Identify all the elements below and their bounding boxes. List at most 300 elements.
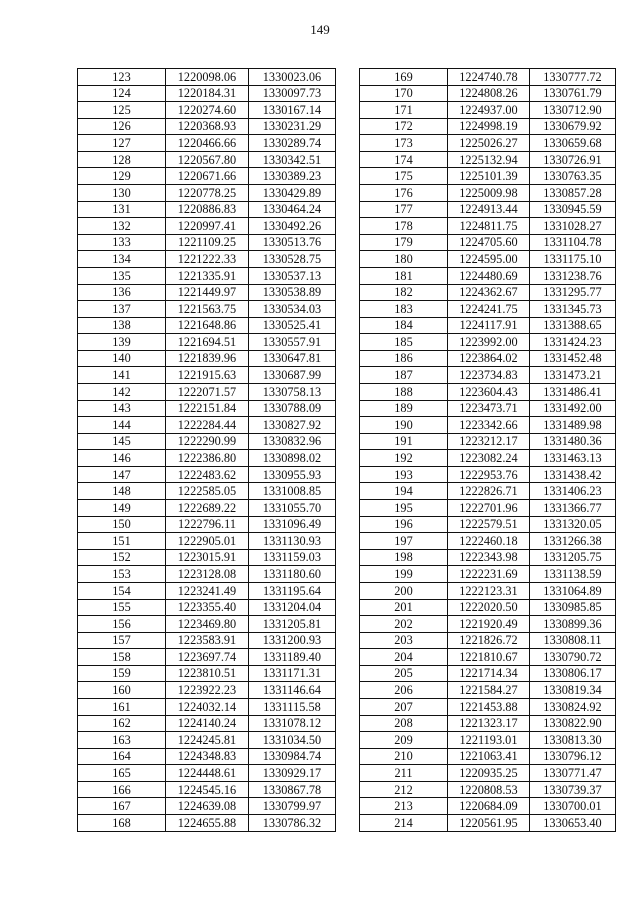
point-number-cell: 142	[78, 383, 166, 400]
y-coordinate-cell: 1330788.09	[249, 400, 336, 417]
point-number-cell: 172	[360, 118, 448, 135]
point-number-cell: 189	[360, 400, 448, 417]
y-coordinate-cell: 1330679.92	[530, 118, 616, 135]
point-number-cell: 213	[360, 798, 448, 815]
x-coordinate-cell: 1223697.74	[166, 649, 249, 666]
point-number-cell: 205	[360, 665, 448, 682]
y-coordinate-cell: 1330899.36	[530, 616, 616, 633]
table-row	[360, 516, 616, 533]
point-number-cell: 210	[360, 748, 448, 765]
table-row	[360, 383, 616, 400]
point-number-cell: 137	[78, 301, 166, 318]
table-row	[360, 400, 616, 417]
y-coordinate-cell: 1331104.78	[530, 234, 616, 251]
y-coordinate-cell: 1331345.73	[530, 301, 616, 318]
x-coordinate-cell: 1222585.05	[166, 483, 249, 500]
y-coordinate-cell: 1331406.23	[530, 483, 616, 500]
x-coordinate-cell: 1224448.61	[166, 765, 249, 782]
y-coordinate-cell: 1331055.70	[249, 500, 336, 517]
x-coordinate-cell: 1224998.19	[448, 118, 530, 135]
x-coordinate-cell: 1221826.72	[448, 632, 530, 649]
table-row	[78, 284, 336, 301]
x-coordinate-cell: 1220808.53	[448, 781, 530, 798]
point-number-cell: 179	[360, 234, 448, 251]
table-row	[360, 682, 616, 699]
y-coordinate-cell: 1330537.13	[249, 267, 336, 284]
table-row	[360, 765, 616, 782]
point-number-cell: 198	[360, 549, 448, 566]
y-coordinate-cell: 1330929.17	[249, 765, 336, 782]
table-row	[78, 500, 336, 517]
table-row	[360, 483, 616, 500]
x-coordinate-cell: 1223355.40	[166, 599, 249, 616]
table-row	[360, 317, 616, 334]
table-row	[78, 234, 336, 251]
x-coordinate-cell: 1222231.69	[448, 566, 530, 583]
point-number-cell: 200	[360, 582, 448, 599]
y-coordinate-cell: 1331205.81	[249, 616, 336, 633]
table-row	[360, 433, 616, 450]
table-row	[360, 781, 616, 798]
table-row	[78, 616, 336, 633]
point-number-cell: 138	[78, 317, 166, 334]
point-number-cell: 148	[78, 483, 166, 500]
y-coordinate-cell: 1330824.92	[530, 698, 616, 715]
y-coordinate-cell: 1331463.13	[530, 450, 616, 467]
x-coordinate-cell: 1224595.00	[448, 251, 530, 268]
y-coordinate-cell: 1330806.17	[530, 665, 616, 682]
point-number-cell: 152	[78, 549, 166, 566]
y-coordinate-cell: 1331452.48	[530, 350, 616, 367]
x-coordinate-cell: 1224811.75	[448, 218, 530, 235]
y-coordinate-cell: 1330799.97	[249, 798, 336, 815]
x-coordinate-cell: 1220778.25	[166, 185, 249, 202]
y-coordinate-cell: 1330097.73	[249, 85, 336, 102]
y-coordinate-cell: 1331189.40	[249, 649, 336, 666]
y-coordinate-cell: 1330429.89	[249, 185, 336, 202]
table-row	[360, 815, 616, 832]
x-coordinate-cell: 1222386.80	[166, 450, 249, 467]
point-number-cell: 194	[360, 483, 448, 500]
y-coordinate-cell: 1331489.98	[530, 417, 616, 434]
x-coordinate-cell: 1221839.96	[166, 350, 249, 367]
x-coordinate-cell: 1222290.99	[166, 433, 249, 450]
point-number-cell: 170	[360, 85, 448, 102]
point-number-cell: 130	[78, 185, 166, 202]
y-coordinate-cell: 1331078.12	[249, 715, 336, 732]
table-row	[78, 781, 336, 798]
point-number-cell: 192	[360, 450, 448, 467]
y-coordinate-cell: 1331034.50	[249, 732, 336, 749]
y-coordinate-cell: 1330687.99	[249, 367, 336, 384]
y-coordinate-cell: 1330557.91	[249, 334, 336, 351]
x-coordinate-cell: 1222284.44	[166, 417, 249, 434]
y-coordinate-cell: 1330819.34	[530, 682, 616, 699]
x-coordinate-cell: 1222579.51	[448, 516, 530, 533]
table-row	[360, 69, 616, 86]
x-coordinate-cell: 1224348.83	[166, 748, 249, 765]
y-coordinate-cell: 1330945.59	[530, 201, 616, 218]
y-coordinate-cell: 1330167.14	[249, 102, 336, 119]
y-coordinate-cell: 1331486.41	[530, 383, 616, 400]
y-coordinate-cell: 1331238.76	[530, 267, 616, 284]
y-coordinate-cell: 1331204.04	[249, 599, 336, 616]
point-number-cell: 214	[360, 815, 448, 832]
y-coordinate-cell: 1330984.74	[249, 748, 336, 765]
table-row	[78, 815, 336, 832]
table-row	[360, 118, 616, 135]
x-coordinate-cell: 1222020.50	[448, 599, 530, 616]
y-coordinate-cell: 1331008.85	[249, 483, 336, 500]
y-coordinate-cell: 1331200.93	[249, 632, 336, 649]
x-coordinate-cell: 1223469.80	[166, 616, 249, 633]
x-coordinate-cell: 1221193.01	[448, 732, 530, 749]
point-number-cell: 176	[360, 185, 448, 202]
x-coordinate-cell: 1221714.34	[448, 665, 530, 682]
y-coordinate-cell: 1330653.40	[530, 815, 616, 832]
y-coordinate-cell: 1331366.77	[530, 500, 616, 517]
x-coordinate-cell: 1223604.43	[448, 383, 530, 400]
x-coordinate-cell: 1224117.91	[448, 317, 530, 334]
table-row	[78, 201, 336, 218]
x-coordinate-cell: 1224241.75	[448, 301, 530, 318]
y-coordinate-cell: 1331064.89	[530, 582, 616, 599]
y-coordinate-cell: 1331295.77	[530, 284, 616, 301]
y-coordinate-cell: 1330763.35	[530, 168, 616, 185]
y-coordinate-cell: 1330822.90	[530, 715, 616, 732]
x-coordinate-cell: 1222905.01	[166, 533, 249, 550]
table-row	[78, 267, 336, 284]
x-coordinate-cell: 1221063.41	[448, 748, 530, 765]
table-row	[78, 383, 336, 400]
y-coordinate-cell: 1330790.72	[530, 649, 616, 666]
table-row	[78, 417, 336, 434]
x-coordinate-cell: 1221335.91	[166, 267, 249, 284]
x-coordinate-cell: 1220997.41	[166, 218, 249, 235]
point-number-cell: 204	[360, 649, 448, 666]
x-coordinate-cell: 1220098.06	[166, 69, 249, 86]
point-number-cell: 212	[360, 781, 448, 798]
x-coordinate-cell: 1220561.95	[448, 815, 530, 832]
x-coordinate-cell: 1222460.18	[448, 533, 530, 550]
point-number-cell: 162	[78, 715, 166, 732]
point-number-cell: 139	[78, 334, 166, 351]
table-row	[360, 632, 616, 649]
x-coordinate-cell: 1223734.83	[448, 367, 530, 384]
point-number-cell: 155	[78, 599, 166, 616]
table-body	[78, 69, 336, 832]
x-coordinate-cell: 1222071.57	[166, 383, 249, 400]
point-number-cell: 157	[78, 632, 166, 649]
x-coordinate-cell: 1221453.88	[448, 698, 530, 715]
x-coordinate-cell: 1222796.11	[166, 516, 249, 533]
table-row	[78, 350, 336, 367]
y-coordinate-cell: 1330867.78	[249, 781, 336, 798]
y-coordinate-cell: 1330700.01	[530, 798, 616, 815]
point-number-cell: 199	[360, 566, 448, 583]
table-row	[360, 698, 616, 715]
point-number-cell: 141	[78, 367, 166, 384]
table-row	[78, 102, 336, 119]
point-number-cell: 186	[360, 350, 448, 367]
x-coordinate-cell: 1224362.67	[448, 284, 530, 301]
table-row	[78, 682, 336, 699]
table-row	[360, 466, 616, 483]
x-coordinate-cell: 1225026.27	[448, 135, 530, 152]
point-number-cell: 175	[360, 168, 448, 185]
point-number-cell: 195	[360, 500, 448, 517]
y-coordinate-cell: 1331492.00	[530, 400, 616, 417]
point-number-cell: 173	[360, 135, 448, 152]
x-coordinate-cell: 1222151.84	[166, 400, 249, 417]
x-coordinate-cell: 1220886.83	[166, 201, 249, 218]
table-row	[78, 582, 336, 599]
x-coordinate-cell: 1224655.88	[166, 815, 249, 832]
table-row	[360, 417, 616, 434]
y-coordinate-cell: 1330712.90	[530, 102, 616, 119]
y-coordinate-cell: 1330534.03	[249, 301, 336, 318]
y-coordinate-cell: 1331424.23	[530, 334, 616, 351]
y-coordinate-cell: 1330726.91	[530, 151, 616, 168]
y-coordinate-cell: 1330898.02	[249, 450, 336, 467]
point-number-cell: 208	[360, 715, 448, 732]
table-row	[78, 367, 336, 384]
point-number-cell: 177	[360, 201, 448, 218]
point-number-cell: 190	[360, 417, 448, 434]
y-coordinate-cell: 1331175.10	[530, 251, 616, 268]
table-row	[360, 798, 616, 815]
x-coordinate-cell: 1222123.31	[448, 582, 530, 599]
x-coordinate-cell: 1224808.26	[448, 85, 530, 102]
y-coordinate-cell: 1331195.64	[249, 582, 336, 599]
table-row	[360, 102, 616, 119]
point-number-cell: 123	[78, 69, 166, 86]
point-number-cell: 178	[360, 218, 448, 235]
x-coordinate-cell: 1221810.67	[448, 649, 530, 666]
table-row	[360, 582, 616, 599]
point-number-cell: 133	[78, 234, 166, 251]
point-number-cell: 161	[78, 698, 166, 715]
y-coordinate-cell: 1331480.36	[530, 433, 616, 450]
table-row	[360, 135, 616, 152]
x-coordinate-cell: 1221109.25	[166, 234, 249, 251]
y-coordinate-cell: 1330955.93	[249, 466, 336, 483]
y-coordinate-cell: 1331473.21	[530, 367, 616, 384]
point-number-cell: 202	[360, 616, 448, 633]
y-coordinate-cell: 1331138.59	[530, 566, 616, 583]
table-row	[360, 185, 616, 202]
y-coordinate-cell: 1330342.51	[249, 151, 336, 168]
point-number-cell: 145	[78, 433, 166, 450]
table-row	[360, 748, 616, 765]
x-coordinate-cell: 1224245.81	[166, 732, 249, 749]
x-coordinate-cell: 1220935.25	[448, 765, 530, 782]
table-row	[360, 234, 616, 251]
point-number-cell: 174	[360, 151, 448, 168]
y-coordinate-cell: 1331115.58	[249, 698, 336, 715]
y-coordinate-cell: 1330786.32	[249, 815, 336, 832]
table-row	[360, 599, 616, 616]
x-coordinate-cell: 1223864.02	[448, 350, 530, 367]
point-number-cell: 135	[78, 267, 166, 284]
point-number-cell: 158	[78, 649, 166, 666]
y-coordinate-cell: 1331159.03	[249, 549, 336, 566]
table-row	[78, 334, 336, 351]
table-row	[78, 649, 336, 666]
x-coordinate-cell: 1221563.75	[166, 301, 249, 318]
x-coordinate-cell: 1223241.49	[166, 582, 249, 599]
y-coordinate-cell: 1331171.31	[249, 665, 336, 682]
table-row	[360, 715, 616, 732]
x-coordinate-cell: 1223015.91	[166, 549, 249, 566]
point-number-cell: 154	[78, 582, 166, 599]
point-number-cell: 166	[78, 781, 166, 798]
point-number-cell: 132	[78, 218, 166, 235]
table-row	[78, 218, 336, 235]
point-number-cell: 125	[78, 102, 166, 119]
point-number-cell: 129	[78, 168, 166, 185]
x-coordinate-cell: 1223212.17	[448, 433, 530, 450]
x-coordinate-cell: 1221323.17	[448, 715, 530, 732]
x-coordinate-cell: 1220466.66	[166, 135, 249, 152]
point-number-cell: 181	[360, 267, 448, 284]
x-coordinate-cell: 1225009.98	[448, 185, 530, 202]
x-coordinate-cell: 1221222.33	[166, 251, 249, 268]
x-coordinate-cell: 1224639.08	[166, 798, 249, 815]
point-number-cell: 163	[78, 732, 166, 749]
coordinates-table-right	[359, 68, 616, 832]
x-coordinate-cell: 1220567.80	[166, 151, 249, 168]
table-row	[78, 483, 336, 500]
table-row	[78, 466, 336, 483]
point-number-cell: 124	[78, 85, 166, 102]
y-coordinate-cell: 1330389.23	[249, 168, 336, 185]
x-coordinate-cell: 1220274.60	[166, 102, 249, 119]
y-coordinate-cell: 1330758.13	[249, 383, 336, 400]
x-coordinate-cell: 1224705.60	[448, 234, 530, 251]
x-coordinate-cell: 1225101.39	[448, 168, 530, 185]
x-coordinate-cell: 1220368.93	[166, 118, 249, 135]
y-coordinate-cell: 1330528.75	[249, 251, 336, 268]
table-row	[360, 301, 616, 318]
y-coordinate-cell: 1330832.96	[249, 433, 336, 450]
point-number-cell: 128	[78, 151, 166, 168]
x-coordinate-cell: 1222953.76	[448, 466, 530, 483]
table-row	[78, 665, 336, 682]
y-coordinate-cell: 1331205.75	[530, 549, 616, 566]
table-row	[78, 566, 336, 583]
y-coordinate-cell: 1331146.64	[249, 682, 336, 699]
table-row	[78, 798, 336, 815]
y-coordinate-cell: 1331438.42	[530, 466, 616, 483]
y-coordinate-cell: 1331266.38	[530, 533, 616, 550]
point-number-cell: 127	[78, 135, 166, 152]
y-coordinate-cell: 1331028.27	[530, 218, 616, 235]
table-row	[78, 251, 336, 268]
table-row	[360, 201, 616, 218]
x-coordinate-cell: 1223342.66	[448, 417, 530, 434]
point-number-cell: 156	[78, 616, 166, 633]
point-number-cell: 206	[360, 682, 448, 699]
y-coordinate-cell: 1330761.79	[530, 85, 616, 102]
table-row	[360, 267, 616, 284]
x-coordinate-cell: 1223810.51	[166, 665, 249, 682]
y-coordinate-cell: 1330796.12	[530, 748, 616, 765]
x-coordinate-cell: 1222826.71	[448, 483, 530, 500]
point-number-cell: 191	[360, 433, 448, 450]
table-row	[78, 168, 336, 185]
table-row	[360, 500, 616, 517]
y-coordinate-cell: 1330827.92	[249, 417, 336, 434]
x-coordinate-cell: 1223473.71	[448, 400, 530, 417]
x-coordinate-cell: 1222483.62	[166, 466, 249, 483]
table-row	[360, 367, 616, 384]
point-number-cell: 209	[360, 732, 448, 749]
point-number-cell: 147	[78, 466, 166, 483]
table-row	[360, 334, 616, 351]
point-number-cell: 171	[360, 102, 448, 119]
y-coordinate-cell: 1331320.05	[530, 516, 616, 533]
point-number-cell: 185	[360, 334, 448, 351]
table-row	[78, 118, 336, 135]
x-coordinate-cell: 1222689.22	[166, 500, 249, 517]
point-number-cell: 146	[78, 450, 166, 467]
point-number-cell: 197	[360, 533, 448, 550]
point-number-cell: 136	[78, 284, 166, 301]
table-row	[360, 732, 616, 749]
table-row	[360, 168, 616, 185]
x-coordinate-cell: 1221915.63	[166, 367, 249, 384]
x-coordinate-cell: 1223082.24	[448, 450, 530, 467]
table-row	[78, 599, 336, 616]
y-coordinate-cell: 1330771.47	[530, 765, 616, 782]
x-coordinate-cell: 1220684.09	[448, 798, 530, 815]
table-row	[78, 732, 336, 749]
point-number-cell: 153	[78, 566, 166, 583]
x-coordinate-cell: 1221648.86	[166, 317, 249, 334]
y-coordinate-cell: 1330857.28	[530, 185, 616, 202]
x-coordinate-cell: 1224545.16	[166, 781, 249, 798]
y-coordinate-cell: 1331180.60	[249, 566, 336, 583]
x-coordinate-cell: 1221584.27	[448, 682, 530, 699]
x-coordinate-cell: 1222343.98	[448, 549, 530, 566]
x-coordinate-cell: 1221694.51	[166, 334, 249, 351]
table-row	[360, 350, 616, 367]
y-coordinate-cell: 1330647.81	[249, 350, 336, 367]
table-row	[78, 135, 336, 152]
point-number-cell: 193	[360, 466, 448, 483]
point-number-cell: 144	[78, 417, 166, 434]
point-number-cell: 187	[360, 367, 448, 384]
point-number-cell: 134	[78, 251, 166, 268]
y-coordinate-cell: 1330659.68	[530, 135, 616, 152]
point-number-cell: 164	[78, 748, 166, 765]
point-number-cell: 150	[78, 516, 166, 533]
point-number-cell: 180	[360, 251, 448, 268]
table-row	[360, 649, 616, 666]
x-coordinate-cell: 1224140.24	[166, 715, 249, 732]
x-coordinate-cell: 1222701.96	[448, 500, 530, 517]
y-coordinate-cell: 1330464.24	[249, 201, 336, 218]
table-row	[360, 85, 616, 102]
point-number-cell: 149	[78, 500, 166, 517]
x-coordinate-cell: 1224740.78	[448, 69, 530, 86]
table-row	[78, 433, 336, 450]
table-row	[78, 400, 336, 417]
point-number-cell: 196	[360, 516, 448, 533]
table-row	[78, 748, 336, 765]
table-row	[78, 85, 336, 102]
